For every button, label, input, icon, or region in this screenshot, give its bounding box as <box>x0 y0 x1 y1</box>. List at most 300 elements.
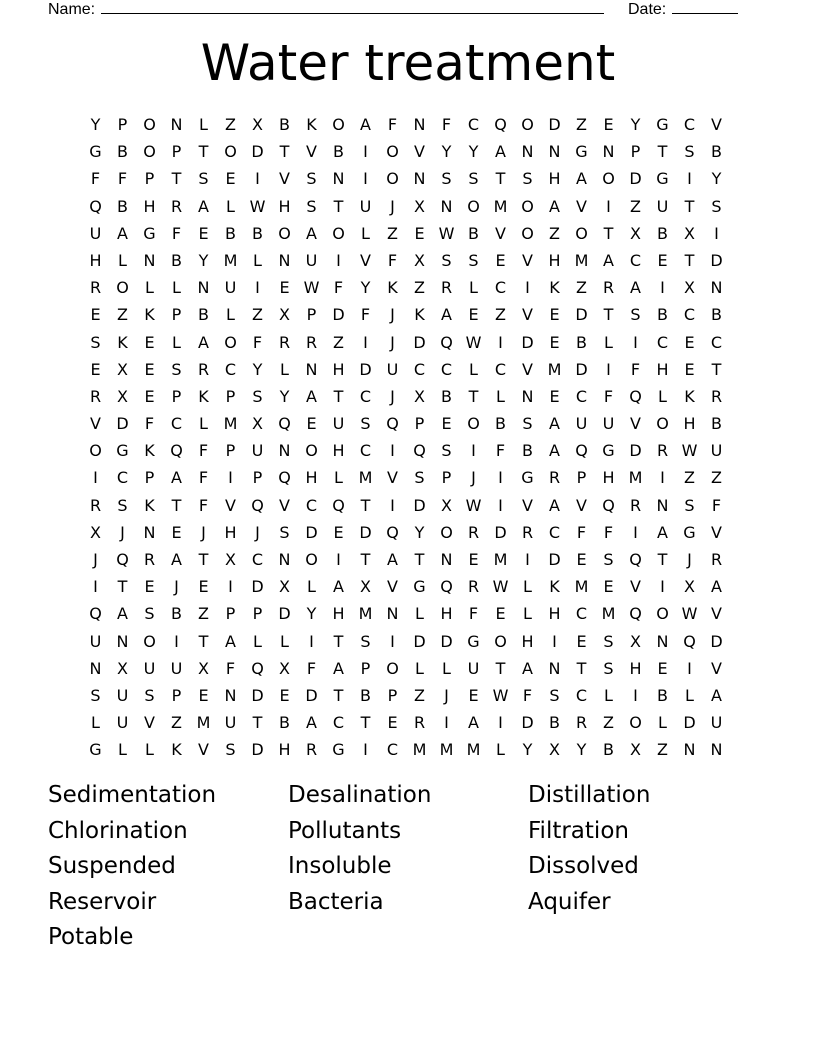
grid-cell: F <box>468 604 479 624</box>
grid-cell: Q <box>116 550 129 569</box>
grid-cell: N <box>413 115 426 134</box>
grid-cell: B <box>171 250 182 270</box>
grid-cell: Y <box>414 522 425 542</box>
grid-cell: C <box>386 740 399 760</box>
grid-cell: X <box>90 522 101 542</box>
grid-cell: T <box>360 550 371 569</box>
grid-cell: J <box>390 386 395 406</box>
grid-cell: K <box>198 386 209 406</box>
grid-cell: L <box>442 658 451 678</box>
grid-cell: A <box>117 223 128 243</box>
grid-cell: Q <box>575 441 588 461</box>
grid-cell: H <box>224 522 237 542</box>
grid-cell: B <box>711 142 722 162</box>
grid-cell: J <box>687 550 692 569</box>
grid-cell: E <box>144 577 155 597</box>
grid-cell: S <box>468 250 479 270</box>
grid-cell: D <box>305 522 318 542</box>
grid-cell: X <box>360 577 371 597</box>
grid-cell: T <box>576 658 587 678</box>
grid-cell: X <box>684 577 695 597</box>
date-label: Date: <box>628 1 667 18</box>
grid-cell: U <box>224 278 237 298</box>
grid-cell: O <box>656 604 669 624</box>
grid-cell: O <box>629 713 642 733</box>
grid-cell: S <box>549 685 560 705</box>
grid-cell: S <box>522 414 533 434</box>
grid-cell: O <box>332 115 345 134</box>
grid-cell: L <box>226 196 235 216</box>
grid-cell: U <box>575 414 588 434</box>
grid-cell: U <box>386 359 399 379</box>
grid-cell: B <box>603 740 614 760</box>
grid-cell: S <box>360 631 371 651</box>
grid-cell: V <box>225 495 236 515</box>
grid-cell: A <box>333 658 344 678</box>
grid-cell: P <box>144 169 155 189</box>
grid-cell: M <box>628 468 643 488</box>
grid-cell: N <box>602 142 615 162</box>
grid-cell: F <box>441 115 452 134</box>
grid-cell: B <box>468 223 479 243</box>
grid-cell: Z <box>387 223 398 243</box>
grid-cell: F <box>603 522 614 542</box>
grid-cell: X <box>117 359 128 379</box>
grid-cell: O <box>575 223 588 243</box>
grid-cell: S <box>306 196 317 216</box>
name-blank-line[interactable] <box>101 0 604 14</box>
grid-cell: S <box>171 359 182 379</box>
grid-cell: N <box>548 142 561 162</box>
grid-cell: B <box>360 685 371 705</box>
grid-cell: O <box>467 196 480 216</box>
grid-cell: H <box>440 604 453 624</box>
grid-cell: E <box>603 577 614 597</box>
grid-cell: L <box>496 740 505 760</box>
grid-cell: G <box>656 169 669 189</box>
grid-cell: C <box>683 115 696 134</box>
grid-cell: A <box>522 658 533 678</box>
grid-cell: R <box>467 522 480 542</box>
grid-cell: O <box>116 278 129 298</box>
grid-cell: A <box>603 250 614 270</box>
grid-cell: U <box>170 658 183 678</box>
grid-cell: F <box>630 359 641 379</box>
grid-cell: N <box>413 169 426 189</box>
grid-cell: E <box>684 332 695 352</box>
grid-cell: Y <box>306 604 317 624</box>
grid-cell: O <box>386 169 399 189</box>
grid-cell: O <box>602 169 615 189</box>
grid-cell: T <box>468 386 479 406</box>
grid-cell: E <box>90 359 101 379</box>
grid-cell: X <box>630 223 641 243</box>
grid-cell: P <box>117 115 128 134</box>
grid-cell: Y <box>630 115 641 134</box>
grid-cell: B <box>225 223 236 243</box>
date-field[interactable] <box>628 0 738 19</box>
grid-cell: T <box>684 250 695 270</box>
grid-cell: J <box>471 468 476 488</box>
grid-cell: L <box>307 577 316 597</box>
grid-cell: X <box>279 577 290 597</box>
grid-cell: V <box>522 250 533 270</box>
grid-cell: R <box>89 495 102 515</box>
grid-cell: P <box>252 604 263 624</box>
grid-cell: U <box>251 441 264 461</box>
grid-cell: S <box>117 495 128 515</box>
grid-cell: N <box>170 115 183 134</box>
grid-cell: Z <box>117 305 128 325</box>
grid-cell: C <box>494 359 507 379</box>
grid-cell: H <box>278 740 291 760</box>
grid-cell: N <box>278 250 291 270</box>
grid-cell: O <box>656 414 669 434</box>
grid-cell: L <box>658 713 667 733</box>
grid-cell: O <box>305 441 318 461</box>
grid-cell: R <box>656 441 669 461</box>
grid-cell: A <box>171 468 182 488</box>
grid-cell: T <box>684 196 695 216</box>
grid-cell: R <box>440 278 453 298</box>
grid-cell: I <box>525 278 530 298</box>
grid-cell: R <box>89 386 102 406</box>
grid-cell: I <box>255 169 260 189</box>
grid-cell: B <box>495 414 506 434</box>
grid-cell: I <box>687 658 692 678</box>
grid-cell: E <box>225 169 236 189</box>
grid-cell: V <box>576 495 587 515</box>
grid-cell: G <box>656 115 669 134</box>
grid-cell: I <box>93 577 98 597</box>
grid-cell: A <box>360 115 371 134</box>
grid-cell: I <box>552 631 557 651</box>
grid-cell: S <box>198 169 209 189</box>
grid-cell: F <box>198 495 209 515</box>
grid-cell: V <box>711 522 722 542</box>
grid-cell: X <box>252 414 263 434</box>
grid-cell: L <box>604 685 613 705</box>
grid-cell: Y <box>90 115 101 134</box>
grid-cell: M <box>493 196 508 216</box>
grid-cell: A <box>630 278 641 298</box>
grid-cell: E <box>603 115 614 134</box>
grid-cell: J <box>255 522 260 542</box>
grid-cell: L <box>361 223 370 243</box>
grid-cell: O <box>143 115 156 134</box>
grid-cell: K <box>144 441 155 461</box>
grid-cell: R <box>305 740 318 760</box>
word-list-item: Reservoir <box>48 888 157 915</box>
grid-cell: P <box>360 658 371 678</box>
grid-cell: R <box>278 332 291 352</box>
grid-cell: O <box>224 142 237 162</box>
grid-cell: P <box>387 685 398 705</box>
grid-cell: Z <box>630 196 641 216</box>
grid-cell: Y <box>468 142 479 162</box>
grid-cell: L <box>280 359 289 379</box>
grid-cell: I <box>633 685 638 705</box>
grid-cell: N <box>143 250 156 270</box>
grid-cell: A <box>657 522 668 542</box>
grid-cell: T <box>252 713 263 733</box>
grid-cell: I <box>660 468 665 488</box>
grid-cell: A <box>198 332 209 352</box>
grid-cell: P <box>171 685 182 705</box>
grid-cell: I <box>714 223 719 243</box>
grid-cell: A <box>549 495 560 515</box>
grid-cell: Q <box>332 495 345 515</box>
grid-cell: Q <box>494 115 507 134</box>
grid-cell: I <box>363 169 368 189</box>
grid-cell: Y <box>279 386 290 406</box>
grid-cell: Z <box>333 332 344 352</box>
grid-cell: X <box>117 386 128 406</box>
grid-cell: M <box>439 740 454 760</box>
grid-cell: S <box>441 169 452 189</box>
grid-cell: D <box>116 414 129 434</box>
grid-cell: B <box>711 305 722 325</box>
grid-cell: E <box>90 305 101 325</box>
grid-cell: S <box>603 550 614 569</box>
grid-cell: T <box>333 386 344 406</box>
grid-cell: Z <box>603 713 614 733</box>
grid-cell: I <box>228 468 233 488</box>
grid-cell: Z <box>684 468 695 488</box>
grid-cell: N <box>521 386 534 406</box>
word-list-item: Bacteria <box>288 888 384 915</box>
grid-cell: K <box>414 305 425 325</box>
grid-cell: R <box>521 522 534 542</box>
grid-cell: Z <box>414 278 425 298</box>
grid-cell: J <box>174 577 179 597</box>
grid-cell: L <box>199 414 208 434</box>
grid-cell: E <box>576 550 587 569</box>
word-list-item: Suspended <box>48 853 176 880</box>
grid-cell: D <box>494 522 507 542</box>
name-field[interactable] <box>48 0 604 19</box>
grid-cell: S <box>225 740 236 760</box>
grid-cell: D <box>251 685 264 705</box>
grid-cell: P <box>252 468 263 488</box>
grid-cell: F <box>144 414 155 434</box>
grid-cell: U <box>332 414 345 434</box>
grid-cell: T <box>171 495 182 515</box>
grid-cell: B <box>279 115 290 134</box>
grid-cell: L <box>118 250 127 270</box>
grid-cell: B <box>522 441 533 461</box>
grid-cell: S <box>468 169 479 189</box>
grid-cell: R <box>467 577 480 597</box>
grid-cell: L <box>415 604 424 624</box>
grid-cell: N <box>305 359 318 379</box>
grid-cell: Y <box>576 740 587 760</box>
grid-cell: Q <box>278 468 291 488</box>
grid-cell: A <box>549 196 560 216</box>
grid-cell: T <box>414 550 425 569</box>
grid-cell: I <box>633 522 638 542</box>
grid-cell: R <box>143 550 156 569</box>
grid-cell: H <box>548 604 561 624</box>
grid-cell: M <box>223 250 238 270</box>
grid-cell: B <box>657 223 668 243</box>
grid-cell: V <box>711 115 722 134</box>
grid-cell: S <box>711 196 722 216</box>
grid-cell: E <box>495 250 506 270</box>
grid-cell: Y <box>522 740 533 760</box>
grid-cell: B <box>252 223 263 243</box>
grid-cell: A <box>225 631 236 651</box>
grid-cell: Q <box>251 658 264 678</box>
grid-cell: M <box>466 740 481 760</box>
grid-cell: S <box>144 685 155 705</box>
grid-cell: A <box>171 550 182 569</box>
grid-cell: V <box>630 414 641 434</box>
grid-cell: L <box>334 468 343 488</box>
grid-cell: P <box>225 604 236 624</box>
grid-cell: G <box>602 441 615 461</box>
grid-cell: H <box>332 359 345 379</box>
grid-cell: D <box>683 713 696 733</box>
grid-cell: Y <box>252 359 263 379</box>
grid-cell: D <box>278 604 291 624</box>
grid-cell: Q <box>440 577 453 597</box>
grid-cell: G <box>413 577 426 597</box>
grid-cell: J <box>120 522 125 542</box>
grid-cell: Z <box>549 223 560 243</box>
grid-cell: D <box>575 305 588 325</box>
grid-cell: G <box>575 142 588 162</box>
grid-cell: S <box>306 169 317 189</box>
grid-cell: J <box>390 305 395 325</box>
grid-cell: F <box>198 468 209 488</box>
grid-cell: K <box>171 740 182 760</box>
grid-cell: I <box>309 631 314 651</box>
grid-cell: L <box>685 685 694 705</box>
grid-cell: E <box>171 522 182 542</box>
grid-cell: N <box>548 658 561 678</box>
grid-cell: D <box>332 305 345 325</box>
grid-cell: C <box>116 468 129 488</box>
grid-cell: L <box>118 740 127 760</box>
grid-cell: I <box>660 278 665 298</box>
grid-cell: N <box>197 278 210 298</box>
grid-cell: L <box>415 658 424 678</box>
grid-cell: I <box>606 359 611 379</box>
grid-cell: L <box>145 278 154 298</box>
grid-cell: T <box>198 550 209 569</box>
grid-cell: M <box>574 250 589 270</box>
grid-cell: V <box>522 359 533 379</box>
grid-cell: O <box>305 550 318 569</box>
grid-cell: E <box>549 305 560 325</box>
grid-cell: L <box>658 386 667 406</box>
grid-cell: B <box>117 196 128 216</box>
grid-cell: A <box>333 577 344 597</box>
grid-cell: H <box>143 196 156 216</box>
grid-cell: I <box>606 196 611 216</box>
grid-cell: N <box>656 631 669 651</box>
grid-cell: Z <box>198 604 209 624</box>
grid-cell: L <box>523 577 532 597</box>
grid-cell: U <box>467 658 480 678</box>
grid-cell: L <box>91 713 100 733</box>
grid-cell: F <box>522 685 533 705</box>
grid-cell: A <box>117 604 128 624</box>
grid-cell: V <box>522 305 533 325</box>
grid-cell: T <box>117 577 128 597</box>
grid-cell: R <box>602 278 615 298</box>
grid-cell: D <box>413 631 426 651</box>
grid-cell: T <box>360 713 371 733</box>
grid-cell: D <box>413 495 426 515</box>
grid-cell: B <box>117 142 128 162</box>
date-blank-line[interactable] <box>672 0 738 14</box>
grid-cell: N <box>440 550 453 569</box>
grid-cell: R <box>629 495 642 515</box>
grid-cell: C <box>656 332 669 352</box>
grid-cell: M <box>358 468 373 488</box>
grid-cell: F <box>171 223 182 243</box>
grid-cell: A <box>576 169 587 189</box>
word-list <box>48 778 768 956</box>
grid-cell: H <box>656 359 669 379</box>
grid-cell: D <box>548 550 561 569</box>
grid-cell: X <box>414 386 425 406</box>
grid-cell: N <box>656 495 669 515</box>
grid-cell: W <box>465 332 482 352</box>
grid-cell: V <box>360 250 371 270</box>
grid-cell: X <box>441 495 452 515</box>
grid-cell: I <box>633 332 638 352</box>
grid-cell: X <box>279 658 290 678</box>
grid-cell: D <box>710 250 723 270</box>
grid-cell: F <box>360 305 371 325</box>
grid-cell: D <box>575 359 588 379</box>
grid-cell: V <box>522 495 533 515</box>
grid-cell: Q <box>629 604 642 624</box>
grid-cell: J <box>93 550 98 569</box>
grid-cell: O <box>386 142 399 162</box>
grid-cell: I <box>390 441 395 461</box>
grid-cell: L <box>145 740 154 760</box>
grid-cell: F <box>576 522 587 542</box>
grid-cell: Q <box>170 441 183 461</box>
grid-cell: E <box>279 685 290 705</box>
grid-cell: B <box>549 713 560 733</box>
grid-cell: E <box>279 278 290 298</box>
grid-cell: A <box>387 550 398 569</box>
grid-cell: N <box>332 169 345 189</box>
grid-cell: C <box>548 522 561 542</box>
grid-cell: D <box>629 169 642 189</box>
grid-cell: N <box>116 631 129 651</box>
grid-cell: G <box>467 631 480 651</box>
grid-cell: P <box>576 468 587 488</box>
grid-cell: J <box>390 332 395 352</box>
grid-cell: C <box>575 604 588 624</box>
grid-cell: Q <box>413 441 426 461</box>
grid-cell: R <box>170 196 183 216</box>
grid-cell: I <box>660 577 665 597</box>
grid-cell: E <box>333 522 344 542</box>
grid-cell: Q <box>602 495 615 515</box>
grid-cell: M <box>412 740 427 760</box>
grid-cell: N <box>278 550 291 569</box>
grid-cell: P <box>306 305 317 325</box>
word-list-item: Dissolved <box>528 853 639 880</box>
grid-cell: E <box>549 386 560 406</box>
